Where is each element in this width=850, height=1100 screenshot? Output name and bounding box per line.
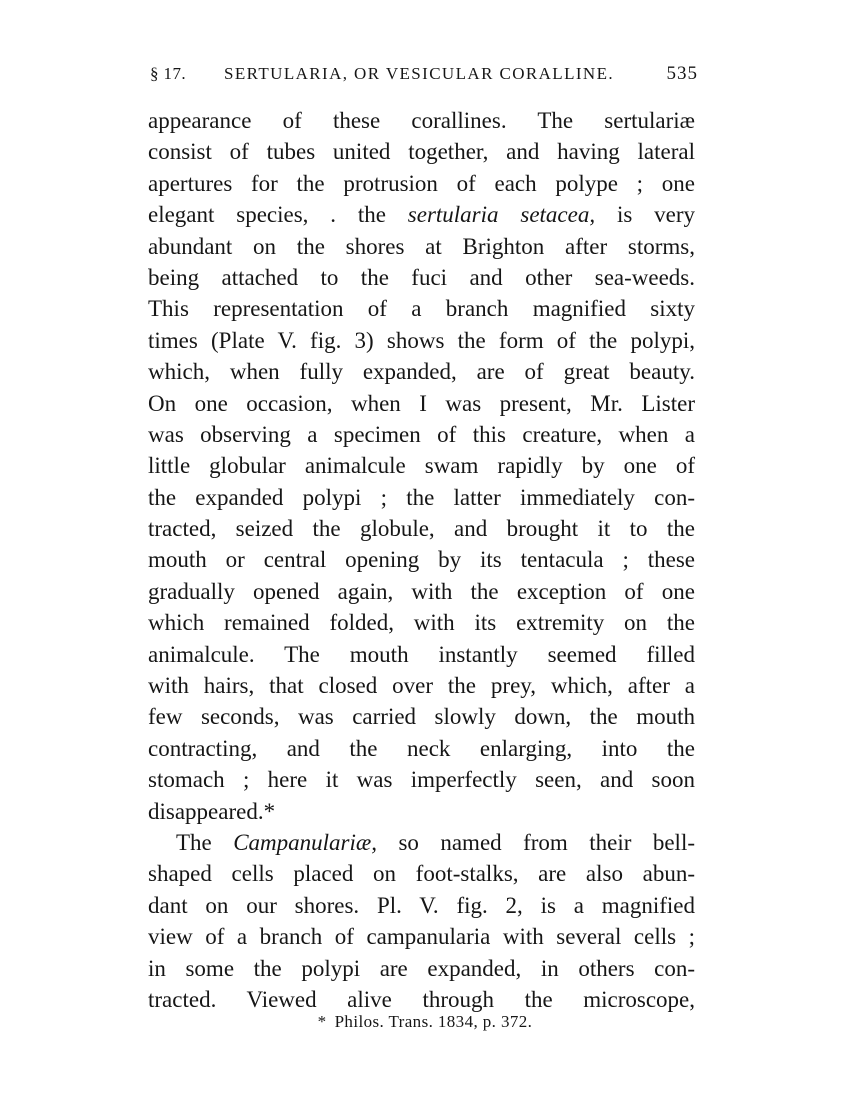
page-number: 535 bbox=[666, 63, 698, 84]
text-line-5: abundant on the shores at Brighton after storms, bbox=[148, 233, 695, 259]
text-line-18: animalcule. The mouth instantly seemed filled bbox=[148, 641, 695, 667]
text-line-25: shaped cells placed on foot-stalks, are also abun- bbox=[148, 861, 695, 887]
text-line-28: in some the polypi are expanded, in others con- bbox=[148, 955, 695, 981]
section-number: § 17. bbox=[150, 64, 186, 83]
italic-genus-name: Campanulariæ, bbox=[233, 829, 377, 855]
running-title: SERTULARIA, OR VESICULAR CORALLINE. bbox=[224, 64, 615, 83]
text-line-7: This representation of a branch magnified sixty bbox=[148, 296, 695, 322]
text-line-15: mouth or central opening by its tentacula ; these bbox=[148, 547, 695, 573]
text-line-11: was observing a specimen of this creature, when a bbox=[148, 421, 695, 447]
text-line-13: the expanded polypi ; the latter immediately con- bbox=[148, 484, 695, 510]
text-line-6: being attached to the fuci and other sea-weeds. bbox=[148, 264, 695, 290]
text-line-27: view of a branch of campanularia with several cells ; bbox=[148, 924, 695, 950]
text-line-14: tracted, seized the globule, and brought it to the bbox=[148, 516, 695, 542]
text-line-2: consist of tubes united together, and having lateral bbox=[148, 139, 695, 165]
italic-species-name: sertularia setacea, bbox=[407, 202, 596, 228]
text-line-1: appearance of these corallines. The sertulariæ bbox=[148, 108, 695, 133]
text-line-29: tracted. Viewed alive through the microscope, bbox=[148, 986, 695, 1012]
text-line-23: disappeared.* bbox=[148, 798, 276, 824]
text-line-21: contracting, and the neck enlarging, into the bbox=[148, 735, 695, 761]
text-line-8: times (Plate V. fig. 3) shows the form of the polypi, bbox=[148, 327, 695, 353]
text-line-22: stomach ; here it was imperfectly seen, and soon bbox=[148, 767, 695, 793]
text-line-17: which remained folded, with its extremity on the bbox=[148, 610, 695, 636]
text-line-20: few seconds, was carried slowly down, the mouth bbox=[148, 704, 695, 730]
body-text bbox=[148, 105, 695, 1015]
footnote-text: Philos. Trans. 1834, p. 372. bbox=[334, 1012, 533, 1031]
text-line-12: little globular animalcule swam rapidly by one of bbox=[148, 453, 695, 479]
footnote bbox=[0, 1012, 850, 1032]
text-line-3: apertures for the protrusion of each polype ; one bbox=[148, 170, 695, 196]
text-line-9: which, when fully expanded, are of great beauty. bbox=[148, 359, 695, 385]
text-line-10: On one occasion, when I was present, Mr. Lister bbox=[148, 390, 695, 416]
text-line-16: gradually opened again, with the exception of one bbox=[148, 578, 695, 604]
text-line-4: elegant species, . the sertularia setacea, is very bbox=[148, 202, 695, 228]
footnote-marker: * bbox=[317, 1012, 327, 1031]
text-line-24: The Campanulariæ, so named from their bell- bbox=[176, 829, 696, 855]
text-line-19: with hairs, that closed over the prey, which, after a bbox=[148, 673, 695, 699]
text-line-26: dant on our shores. Pl. V. fig. 2, is a magnified bbox=[148, 892, 695, 918]
